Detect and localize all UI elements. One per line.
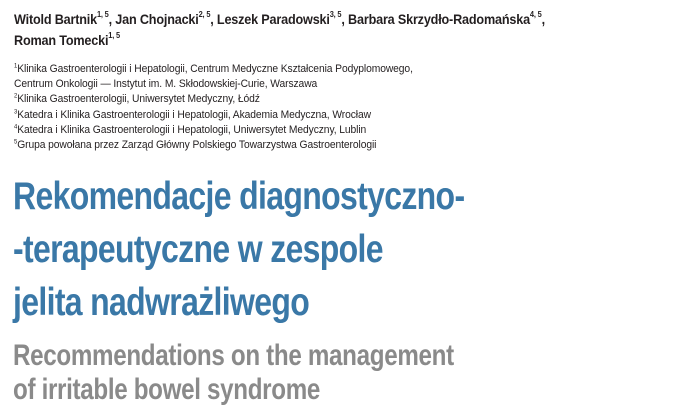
affiliation-text: Katedra i Klinika Gastroenterologii i Hepatologii, Akademia Medyczna, Wrocław [17,108,371,121]
author-name: Leszek Paradowski [216,12,330,27]
author-name: Witold Bartnik [14,12,97,27]
affiliation-item [14,138,413,153]
title-polish-line: jelita nadwrażliwego [13,281,310,324]
affiliation-item [14,62,413,77]
author-separator: , [541,12,545,27]
author-affiliation-ref: 3, 5 [329,10,342,20]
author-affiliation-ref: 1, 5 [96,10,109,20]
title-english-line: Recommendations on the management [13,339,454,372]
title-polish-line: Rekomendacje diagnostyczno- [13,175,465,218]
author-separator: , [108,12,116,27]
author-name: Roman Tomecki [14,33,109,48]
title-polish-line: -terapeutyczne w zespole [13,228,383,271]
author-separator: , [341,12,349,27]
affiliation-text: Klinika Gastroenterologii i Hepatologii, Centrum Medyczne Kształcenia Podyplomowego, [17,63,413,75]
affiliation-item [14,108,413,123]
affiliation-text: Grupa powołana przez Zarząd Główny Polskiego Towarzystwa Gastroenterologii [17,139,377,152]
affiliation-text: Klinika Gastroenterologii, Uniwersytet Medyczny, Łódź [17,93,260,106]
affiliation-item-continuation [14,77,413,92]
author-separator: , [210,12,217,27]
author-list [14,9,628,51]
title-english-line: of irritable bowel syndrome [13,373,321,406]
affiliation-number: 1 [14,62,18,70]
affiliation-number: 3 [14,107,18,115]
affiliation-list [14,62,413,153]
title-polish [13,170,464,329]
affiliation-number: 2 [14,92,18,100]
affiliation-item [14,92,413,107]
affiliation-number: 5 [14,138,18,146]
affiliation-text: Centrum Onkologii — Instytut im. M. Skłodowskiej-Curie, Warszawa [14,78,318,91]
affiliation-text: Katedra i Klinika Gastroenterologii i Hepatologii, Uniwersytet Medyczny, Lublin [17,123,367,136]
affiliation-item [14,123,413,138]
author-name: Jan Chojnacki [115,12,199,27]
author-name: Barbara Skrzydło-Radomańska [348,12,530,27]
affiliation-number: 4 [14,123,18,131]
title-english [13,339,454,407]
author-affiliation-ref: 4, 5 [529,10,542,20]
author-affiliation-ref: 1, 5 [108,31,120,41]
author-affiliation-ref: 2, 5 [198,10,211,20]
